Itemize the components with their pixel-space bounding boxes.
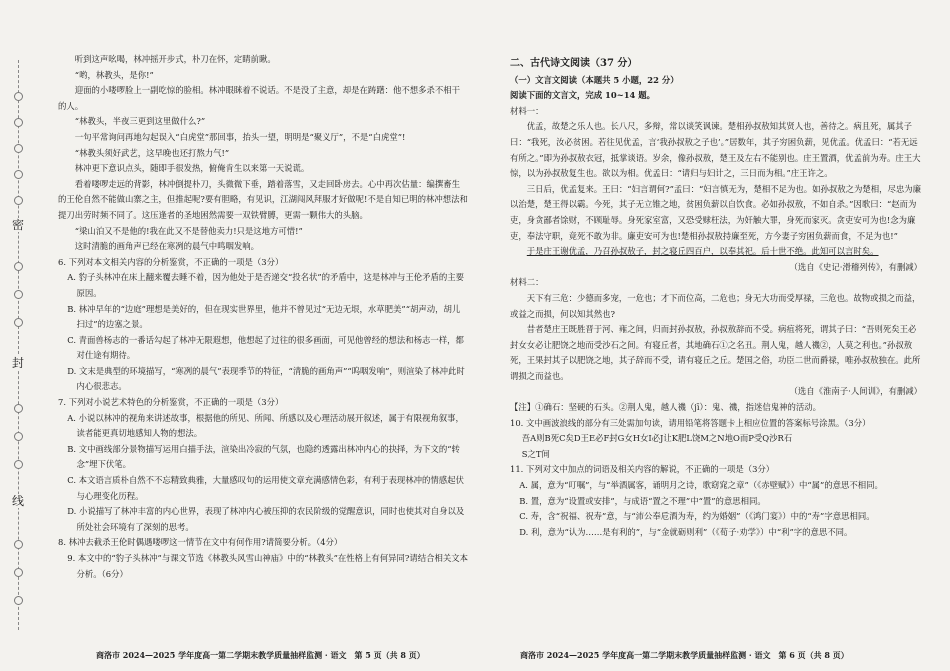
question-7-option-b: B. 文中画线部分景物描写运用白描手法，渲染出冷寂的气氛，也隐约透露出林冲内心的抉择，为下文的“转念”埋下伏笔。 bbox=[67, 443, 460, 470]
binding-hole bbox=[14, 596, 23, 605]
story-para: 迎面的小喽啰脸上一副吃惊的脸相。林冲眼眯着不说话。不是没了主意，却是在踌躇：他不想多杀不相干的人。 bbox=[58, 85, 461, 111]
material-1-para-underlined: 于是庄王谢优孟，乃召孙叔敖子，封之寝丘四百户，以奉其祀。后十世不绝。此知可以言时矣。 bbox=[526, 246, 879, 257]
binding-char-mi: 密 bbox=[12, 218, 25, 232]
story-para: “林教头，半夜三更到这里做什么?” bbox=[74, 116, 206, 127]
binding-hole bbox=[14, 540, 23, 549]
binding-hole bbox=[14, 196, 23, 205]
binding-hole bbox=[14, 460, 23, 469]
section-title: 二、古代诗文阅读（37 分） bbox=[510, 58, 638, 69]
material-2-label: 材料二： bbox=[510, 277, 544, 288]
question-11-option-b: B. 置，意为“设置或安排”，与成语“置之不理”中“置”的意思相同。 bbox=[519, 495, 766, 506]
question-7-option-a: A. 小说以林冲的视角来讲述故事，根据他的所见、所闻、所感以及心理活动展开叙述，属于有限视角叙事，读者能更真切地感知人物的想法。 bbox=[67, 412, 464, 439]
binding-hole bbox=[14, 144, 23, 153]
question-7-option-d: D. 小说描写了林冲丰富的内心世界，表现了林冲内心被压抑的农民阶级的觉醒意识，同时也使其对自身以及所处社会环境有了深刻的思考。 bbox=[67, 506, 465, 532]
question-6-option-a: A. 豹子头林冲在床上翻来覆去睡不着，因为他处于是否递交“投名状”的矛盾中，这是林冲与王伦矛盾的主要原因。 bbox=[67, 272, 465, 298]
story-para: 听到这声吆喝，林冲摇开步式，朴刀在怀，定睛前瞅。 bbox=[74, 54, 276, 64]
reading-instruction: 阅读下面的文言文，完成 10~14 题。 bbox=[510, 90, 656, 101]
right-column bbox=[510, 52, 922, 540]
question-6-stem: 6. 下列对本文相关内容的分析鉴赏，不正确的一项是（3分） bbox=[58, 256, 284, 267]
story-para: “林教头须好武艺，这早晚也还打熬力气!” bbox=[74, 147, 230, 158]
binding-hole bbox=[14, 290, 23, 299]
question-11-stem: 11. 下列对文中加点的词语及相关内容的解说，不正确的一项是（3分） bbox=[510, 464, 775, 475]
left-column bbox=[58, 52, 468, 582]
story-para: “梁山泊又不是他的!我在此又不是替他卖力!只是这地方可惜!” bbox=[74, 225, 303, 236]
material-1-source: （选自《史记·滑稽列传》，有删减） bbox=[789, 261, 922, 272]
binding-char-feng: 封 bbox=[12, 356, 25, 370]
binding-hole bbox=[14, 262, 23, 271]
material-1-para: 三日后，优孟复来。王曰：“妇言谓何?”孟曰：“妇言慎无为，楚相不足为也。如孙叔敖之为楚相，尽忠为廉以治楚，楚王得以霸。今死，其子无立锥之地，贫困负薪以自饮食。必如孙叔敖，不如自杀。”因歌曰：“赵而为吏，身贪鄙者馀财，不顾耻辱。身死家室富，又恐受赇枉法，为奸触大罪，身死而家灭。贪吏安可为也!念为廉吏，奉法守职，竟死不敢为非。廉吏安可为也!楚相孙叔敖持廉至死，方今妻子穷困负薪而食，不足为也!” bbox=[510, 183, 922, 241]
question-11-option-d: D. 利，意为“认为……是有利的”，与“金就砺则利”（《荀子·劝学》）中“利”字的意思不同。 bbox=[519, 526, 853, 537]
binding-margin bbox=[0, 0, 44, 671]
binding-hole bbox=[14, 318, 23, 327]
question-7-stem: 7. 下列对小说艺术特色的分析鉴赏，不正确的一项是（3分） bbox=[58, 397, 284, 408]
question-8: 8. 林冲去截杀王伦时偶遇喽啰这一情节在文中有何作用?请简要分析。（4分） bbox=[58, 537, 343, 548]
story-para: 林冲更下意识点头，随即手很发热，俯俺肯生以来第一天说谎。 bbox=[74, 163, 310, 174]
material-1-para: 优孟，故楚之乐人也。长八尺，多辩，常以谈笑讽谏。楚相孙叔敖知其贤人也，善待之。病且死，属其子曰：“我死，汝必贫困。若往见优孟，言‘我孙叔敖之子也’。”居数年，其子穷困负薪，见优孟。优孟曰：“若无远有所之。”即为孙叔敖衣冠，抵掌谈语。岁余，像孙叔敖，楚王及左右不能别也。庄王置酒，优孟前为寿。庄王大惊，以为孙叔敖复生也。欲以为相。优孟曰：“请归与妇计之，三日而为相。”庄王许之。 bbox=[510, 121, 921, 179]
binding-hole bbox=[14, 118, 23, 127]
story-para: 一句平常询问再地勾起误入“白虎堂”那回事，抬头一望，明明是“聚义厅”，不是“白虎堂”! bbox=[74, 131, 406, 142]
story-para: 这时清脆的画角声已经在寒冽的晨气中鸣咽发响。 bbox=[74, 241, 260, 252]
question-11-option-a: A. 属，意为“叮嘱”，与“举酒属客，诵明月之诗，歌窈窕之章”（《赤壁赋》）中“属”的意思不相同。 bbox=[519, 480, 883, 491]
question-6-option-d: D. 文末是典型的环境描写，“寒冽的晨气”表现季节的特征，“清脆的画角声”“呜咽发响”，则渲染了林冲此时内心很悲志。 bbox=[67, 365, 465, 392]
binding-hole bbox=[14, 432, 23, 441]
subsection-title: （一）文言文阅读（本题共 5 小题，22 分） bbox=[510, 74, 679, 85]
binding-char-xian: 线 bbox=[12, 494, 25, 508]
binding-hole bbox=[14, 568, 23, 577]
story-para: 看着喽啰走远的背影，林冲倒提朴刀，头微微下垂，踏着落雪，又走回卧房去。心中再次估量：编撰畜生的王伦自然不能做山寨之主，但推起呢?要有胆略，有见识，江湖闯风拜服才好做呢!不是自知已明的林冲想法和提刀出劳时频不同了。这压逢者的圣地困然需要一双铁臂膊，更需一颗伟大的头脑。 bbox=[58, 178, 468, 220]
footer-right: 商洛市 2024—2025 学年度高一第二学期末教学质量抽样监测 · 语文 第 6 页（共 8 页） bbox=[520, 650, 849, 660]
question-7-option-c: C. 本文语言质朴自然不不忘精致典雅，大量感叹句的运用使文章充满感情色彩，有利于表现林冲的情感起伏与心理变化历程。 bbox=[67, 475, 464, 501]
question-11-option-c: C. 寿，含“祝福、祝寿”意，与“沛公奉卮酒为寿，约为婚姻”（《鸿门宴》）中的“寿”字意思相同。 bbox=[519, 511, 875, 522]
footer-left: 商洛市 2024—2025 学年度高一第二学期末教学质量抽样监测 · 语文 第 5 页（共 8 页） bbox=[96, 650, 425, 660]
question-9: 9. 本文中的“豹子头林冲”与课文节选《林教头风雪山神庙》中的“林教头”在性格上有何异同?请结合相关文本分析。（6分） bbox=[67, 553, 469, 579]
question-10-punctuation-line[interactable]: S之T间 bbox=[521, 448, 550, 459]
question-10-stem: 10. 文中画波浪线的部分有三处需加句读，请用铅笔将答题卡上相应位置的答案标号涂黑。（3分） bbox=[510, 417, 871, 428]
question-6-option-b: B. 林冲早年的“边庭”理想是美好的，但在现实世界里，他并不曾见过“无边无垠，水草肥美”“胡声动，胡儿扫过”的边塞之景。 bbox=[67, 303, 461, 330]
binding-hole bbox=[14, 92, 23, 101]
material-2-para: 天下有三危：少德而多宠，一危也；才下而位高，二危也；身无大功而受厚禄，三危也。故物或损之而益，或益之而损，何以知其然也? bbox=[510, 292, 921, 319]
question-6-option-c: C. 青面兽杨志的一番话勾起了林冲无限遐想，他想起了过往的很多画面，可见他曾经的想法和杨志一样，都对仕途有期待。 bbox=[67, 334, 464, 361]
material-2-para: 昔者楚庄王既胜晋于河、雍之间，归而封孙叔敖，孙叔敖辞而不受。病疽将死，谓其子曰：“吾则死矣王必封女女必让肥饶之地而受沙石之间。有寝丘者，其地确石①之名丑。荆人鬼，越人禨②，人莫之利也。”孙叔敖死，王果封其子以肥饶之地，其子辞而不受，请有寝丘之丘。楚国之俗，功臣二世而爵禄，唯孙叔敖独在。此所谓损之而益也。 bbox=[510, 324, 921, 381]
binding-hole bbox=[14, 170, 23, 179]
annotation-note: 【注】①确石：坚硬的石头。②荆人鬼，越人禨（jī）：鬼、禨，指迷信鬼神的活动。 bbox=[510, 402, 821, 413]
material-1-label: 材料一： bbox=[510, 105, 544, 116]
question-10-punctuation-line[interactable]: 吾A则B死C矣D王E必F封G女H女I必J让K肥L饶M之N地O而P受Q沙R石 bbox=[521, 433, 793, 444]
story-para: “哟，林教头，是你!” bbox=[74, 69, 154, 80]
material-2-source: （选自《淮南子·人间训》，有删减） bbox=[789, 386, 922, 397]
binding-hole bbox=[14, 404, 23, 413]
